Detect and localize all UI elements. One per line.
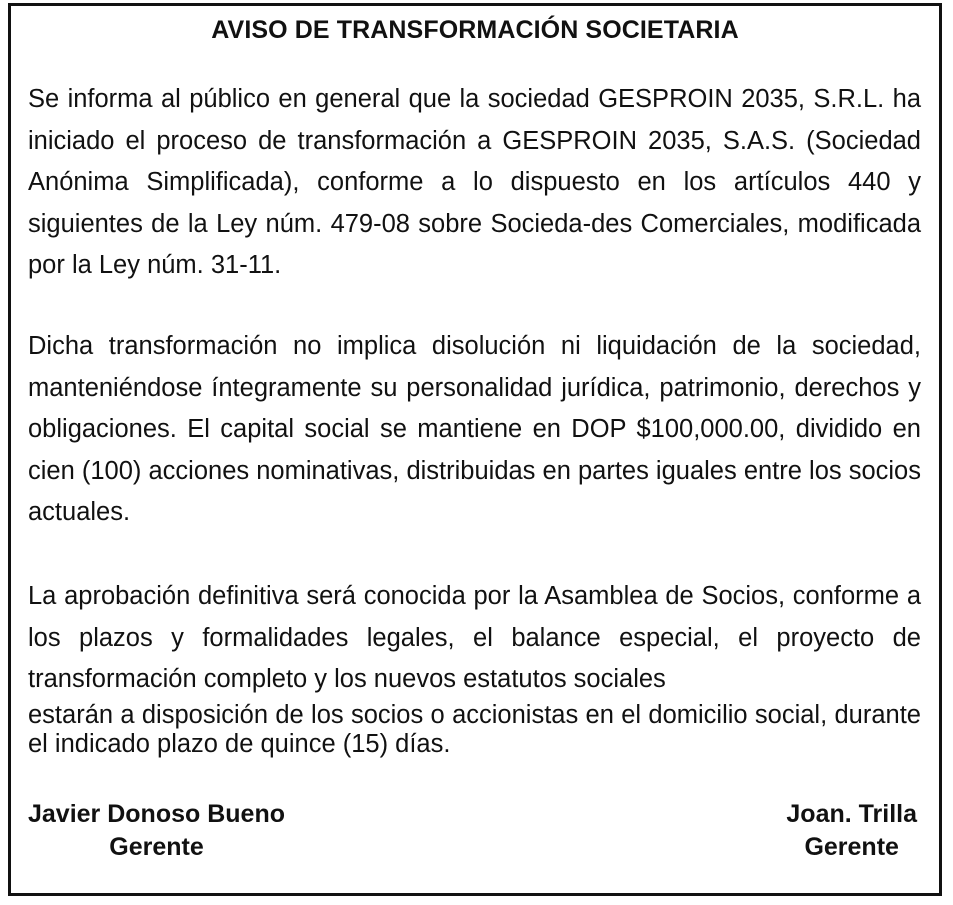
paragraph-approval-part-2: estarán a disposición de los socios o accionistas en el domicilio social, durante el indicado plazo de quince (15) días. [28, 700, 921, 758]
signatory-role: Gerente [804, 833, 899, 861]
paragraph-capital-details: Dicha transformación no implica disolución ni liquidación de la sociedad, manteniéndose íntegramente su personalidad jurídica, patrimonio, derechos y obligaciones. El capital social se mantiene en DOP $100,000.00, dividido en cien (100) acciones nominativas, distribuidas en partes iguales entre los socios actuales. [28, 332, 921, 526]
signatory-name: Javier Donoso Bueno [28, 800, 285, 828]
paragraph-approval-part-1: La aprobación definitiva será conocida por la Asamblea de Socios, conforme a los plazos y formalidades legales, el balance especial, el proyecto de transformación completo y los nuevos estatutos sociales [28, 582, 921, 693]
signature-block-right [786, 798, 917, 864]
signatory-name: Joan. Trilla [786, 800, 917, 828]
signature-block-left [28, 798, 285, 864]
signatory-role: Gerente [109, 833, 204, 861]
paragraph-approval-details [28, 576, 921, 759]
notice-title: AVISO DE TRANSFORMACIÓN SOCIETARIA [211, 16, 739, 44]
paragraph-transformation-announcement: Se informa al público en general que la sociedad GESPROIN 2035, S.R.L. ha iniciado el proceso de transformación a GESPROIN 2035, S.A.S. (Sociedad Anónima Simplificada), conforme a lo dispuesto en los artículos 440 y siguientes de la Ley núm. 479-08 sobre Socieda-des Comerciales, modificada por la Ley núm. 31-11. [28, 85, 921, 279]
notice-box [8, 3, 942, 896]
